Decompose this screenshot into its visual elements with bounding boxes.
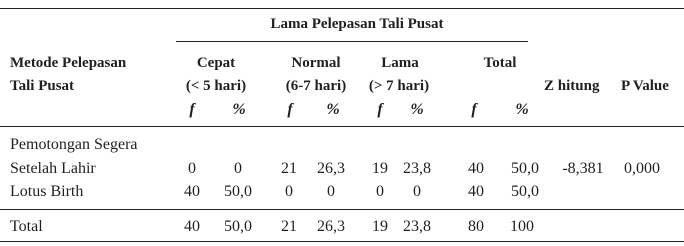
cell-total-pct: 50,0 [511, 183, 539, 200]
col-p-value: P Value [621, 78, 669, 94]
cell-cepat-pct: 50,0 [224, 183, 252, 200]
cell-total-f: 40 [468, 160, 484, 177]
cell-normal-pct: 0 [327, 183, 335, 200]
bottom-rule [0, 241, 684, 242]
cell-normal-f: 21 [281, 160, 297, 177]
cell-z: -8,381 [562, 160, 604, 177]
cell-lama-pct: 23,8 [403, 218, 431, 235]
cell-lama-pct: 23,8 [403, 160, 431, 177]
cell-normal-pct: 26,3 [317, 218, 345, 235]
cell-total-f: 40 [468, 183, 484, 200]
sub-pct-cepat: % [232, 101, 246, 118]
col-cepat-line2: (< 5 hari) [185, 78, 247, 94]
cell-cepat-pct: 50,0 [224, 218, 252, 235]
sub-pct-total: % [515, 101, 529, 118]
row-label-line1: Lotus Birth [10, 183, 84, 200]
cell-total-pct: 100 [510, 218, 534, 235]
col-cepat-line1: Cepat [196, 55, 236, 71]
method-header-line1: Metode Pelepasan [10, 55, 127, 71]
cell-lama-f: 0 [376, 183, 384, 200]
method-header-line2: Tali Pusat [10, 78, 75, 94]
cell-normal-pct: 26,3 [317, 160, 345, 177]
sub-f-total: f [471, 101, 477, 118]
row-label-line1: Pemotongan Segera [10, 136, 138, 153]
col-lama-line2: (> 7 hari) [368, 78, 430, 94]
cell-p: 0,000 [624, 160, 660, 177]
cell-cepat-f: 0 [188, 160, 196, 177]
row-label-line1: Total [10, 218, 43, 235]
col-normal-line2: (6-7 hari) [285, 78, 347, 94]
sub-f-lama: f [377, 101, 383, 118]
top-rule [0, 8, 684, 9]
col-normal-line1: Normal [291, 55, 341, 71]
cell-cepat-f: 40 [184, 183, 200, 200]
cell-lama-f: 19 [372, 160, 388, 177]
cell-cepat-f: 40 [184, 218, 200, 235]
total-rule [0, 209, 684, 210]
cell-lama-f: 19 [372, 218, 388, 235]
sub-pct-normal: % [326, 101, 340, 118]
col-lama-line1: Lama [381, 55, 419, 71]
cell-total-pct: 50,0 [511, 160, 539, 177]
cell-total-f: 80 [468, 218, 484, 235]
sub-f-normal: f [287, 101, 293, 118]
row-label-line2: Setelah Lahir [10, 160, 96, 177]
sub-f-cepat: f [189, 101, 195, 118]
cell-cepat-pct: 0 [234, 160, 242, 177]
sub-pct-lama: % [410, 101, 424, 118]
col-total: Total [483, 55, 517, 71]
cell-lama-pct: 0 [413, 183, 421, 200]
header-bottom-rule [0, 126, 684, 127]
group-underline [176, 41, 528, 42]
cell-normal-f: 0 [285, 183, 293, 200]
col-z-hitung: Z hitung [544, 78, 600, 94]
group-header: Lama Pelepasan Tali Pusat [270, 16, 444, 32]
cell-normal-f: 21 [281, 218, 297, 235]
